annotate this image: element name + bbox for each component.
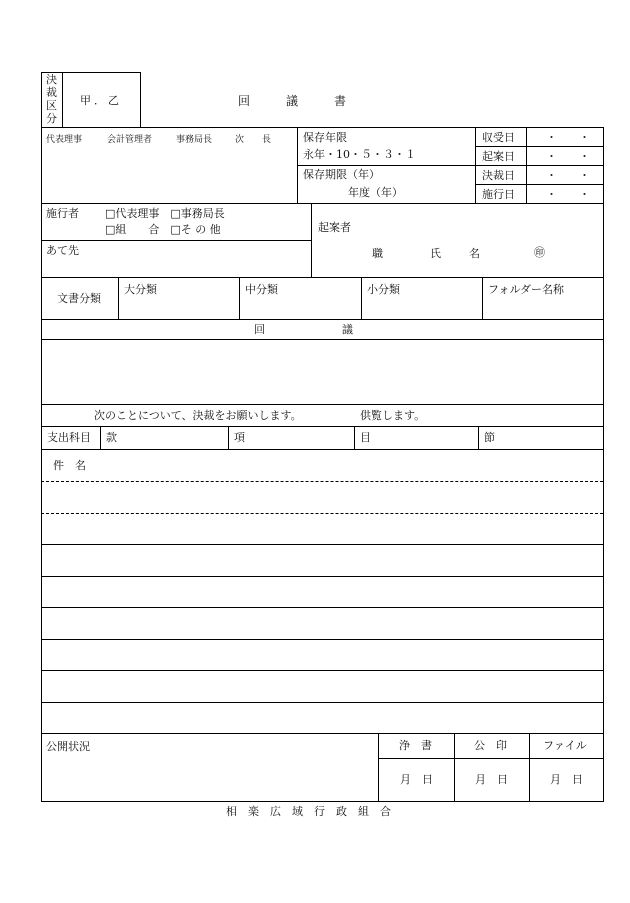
disclosure-label: 公開状況: [46, 740, 90, 753]
date-value-received[interactable]: ・ ・: [546, 131, 590, 144]
kessai-label-4: 分: [46, 112, 57, 125]
subject-field[interactable]: [42, 482, 603, 732]
request-sentence: 次のことについて、決裁をお願いします。: [94, 409, 302, 422]
executor-label: 施行者: [46, 207, 79, 220]
kessai-label-2: 裁: [46, 86, 57, 99]
classification-major: 大分類: [124, 283, 157, 296]
expenditure-kan: 款: [106, 431, 117, 444]
date-label-received: 収受日: [482, 131, 515, 144]
approver-secretariat: 事務局長: [176, 135, 213, 145]
classification-folder: フォルダー名称: [488, 283, 565, 296]
drafter-seal-mark: ㊞: [534, 246, 545, 259]
expenditure-kou: 項: [234, 431, 245, 444]
approver-chief: 代表理事: [46, 135, 83, 145]
addressee-field[interactable]: [42, 258, 310, 276]
drafter-position-label: 職: [372, 247, 383, 260]
date-value-enforced[interactable]: ・ ・: [546, 188, 590, 201]
drafter-label: 起案者: [318, 221, 351, 234]
retention-expiry-values[interactable]: 年度（年）: [348, 186, 403, 199]
subject-label: 件 名: [53, 459, 86, 472]
executor-options-2[interactable]: □組 合 □そ の 他: [105, 223, 221, 236]
classification-middle: 中分類: [245, 283, 278, 296]
approver-deputy: 次 長: [235, 135, 272, 145]
page-title: 回 議 書: [238, 94, 347, 108]
expenditure-moku: 目: [360, 431, 371, 444]
kessai-options[interactable]: 甲．乙: [80, 94, 122, 107]
stamp-official-seal-date[interactable]: 月 日: [475, 773, 508, 786]
date-value-drafted[interactable]: ・ ・: [546, 150, 590, 163]
stamp-file-label: ファイル: [543, 739, 587, 752]
stamp-official-seal-label: 公 印: [474, 739, 507, 752]
kessai-label-1: 決: [46, 73, 57, 86]
retention-expiry-label: 保存期限（年）: [303, 168, 380, 181]
review-sentence: 供覧します。: [360, 409, 426, 422]
expenditure-label: 支出科目: [47, 431, 91, 444]
kessai-label-3: 区: [46, 99, 57, 112]
expenditure-setsu: 節: [484, 431, 495, 444]
circulation-area[interactable]: [42, 340, 603, 403]
classification-minor: 小分類: [367, 283, 400, 296]
date-label-enforced: 施行日: [482, 188, 515, 201]
stamp-fair-copy-date[interactable]: 月 日: [400, 773, 433, 786]
circulation-heading: 回 議: [254, 323, 353, 336]
stamp-fair-copy-label: 浄 書: [399, 739, 432, 752]
retention-period-values[interactable]: 永年・10・５・３・１: [303, 148, 416, 161]
retention-period-label: 保存年限: [303, 131, 347, 144]
stamp-file-date[interactable]: 月 日: [550, 773, 583, 786]
approver-seal-area[interactable]: [42, 148, 296, 202]
date-label-drafted: 起案日: [482, 150, 515, 163]
drafter-name-label: 氏 名: [430, 247, 482, 260]
addressee-label: あて先: [46, 244, 79, 257]
approver-accounting: 会計管理者: [107, 135, 153, 145]
date-label-approved: 決裁日: [482, 169, 515, 182]
organization-footer: 相 楽 広 域 行 政 組 合: [226, 805, 391, 818]
executor-options-1[interactable]: □代表理事 □事務局長: [105, 207, 225, 220]
date-value-approved[interactable]: ・ ・: [546, 169, 590, 182]
classification-label: 文書分類: [57, 292, 101, 305]
